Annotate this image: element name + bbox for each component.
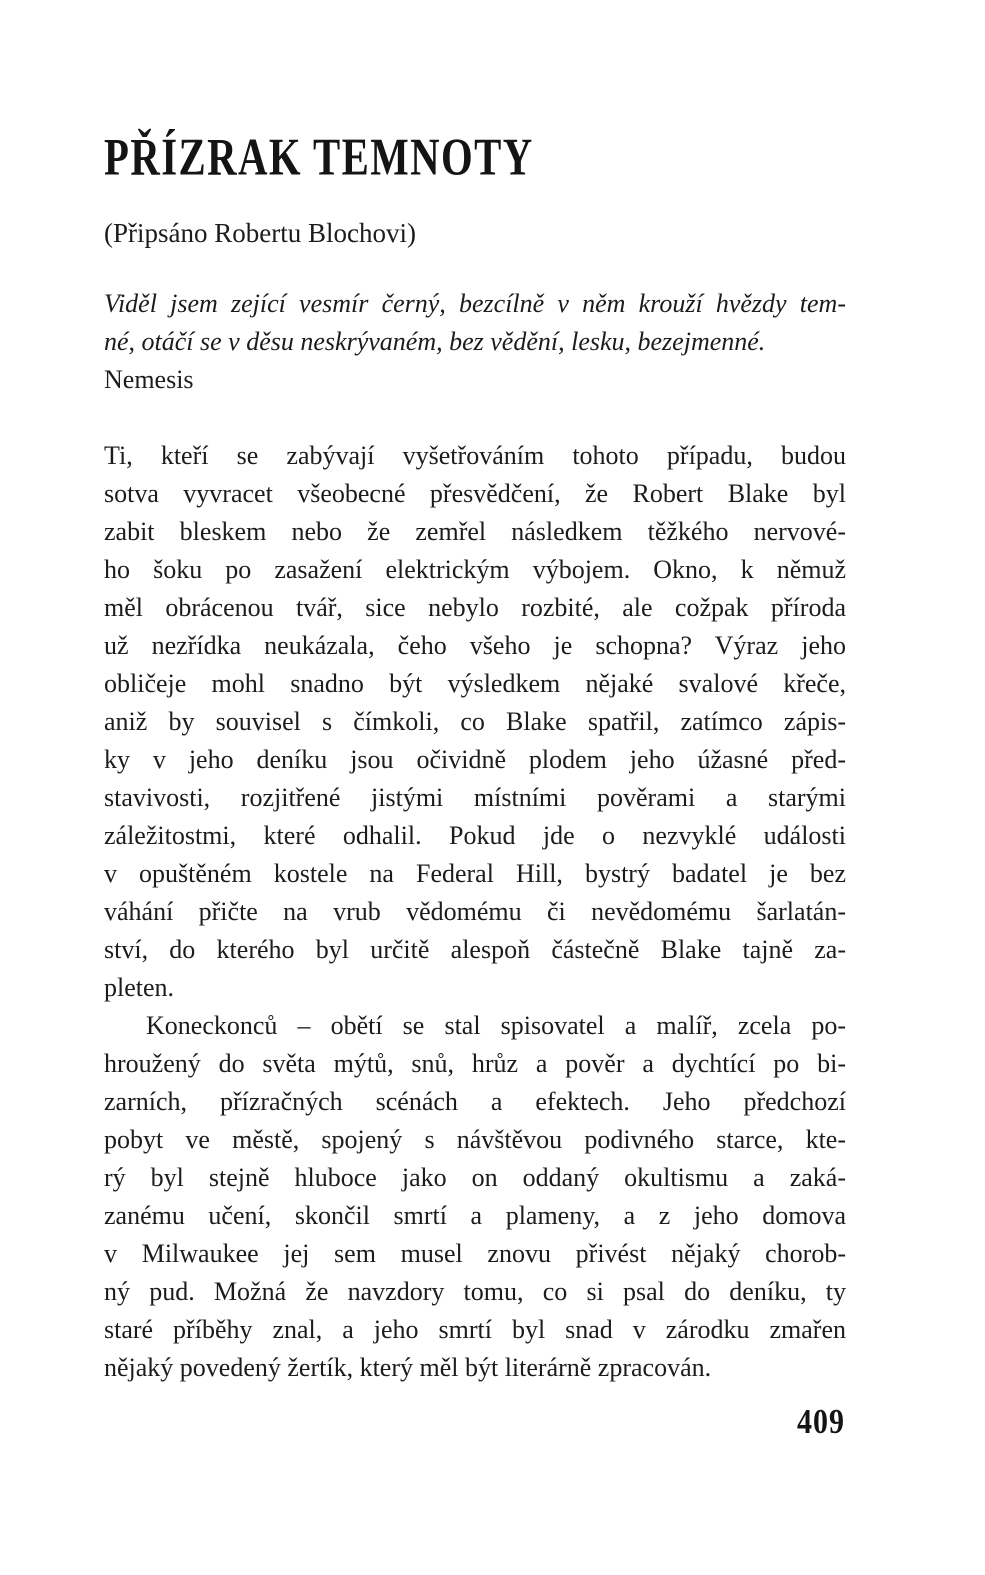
text-line: ho šoku po zasažení elektrickým výbojem. Okno, k němuž bbox=[104, 555, 846, 584]
body-text bbox=[104, 437, 846, 1387]
text-line: v opuštěném kostele na Federal Hill, bystrý badatel je bez bbox=[104, 859, 846, 888]
text-line: stavivosti, rozjitřené jistými místními pověrami a starými bbox=[104, 783, 846, 812]
text-line: aniž by souvisel s čímkoli, co Blake spatřil, zatímco zápis- bbox=[104, 707, 846, 736]
text-line: v Milwaukee jej sem musel znovu přivést nějaký chorob- bbox=[104, 1239, 846, 1268]
text-line: Ti, kteří se zabývají vyšetřováním tohoto případu, budou bbox=[104, 441, 846, 470]
epigraph-lines bbox=[104, 285, 846, 361]
epigraph-attribution: Nemesis bbox=[104, 365, 194, 394]
text-block bbox=[104, 0, 846, 1387]
text-line: váhání přičte na vrub vědomému či nevědomému šarlatán- bbox=[104, 897, 846, 926]
page-number: 409 bbox=[797, 1402, 845, 1441]
text-line: rý byl stejně hluboce jako on oddaný okultismu a zaká- bbox=[104, 1163, 846, 1192]
text-line: ný pud. Možná že navzdory tomu, co si psal do deníku, ty bbox=[104, 1277, 846, 1306]
text-line: staré příběhy znal, a jeho smrtí byl snad v zárodku zmařen bbox=[104, 1315, 846, 1344]
text-line: nějaký povedený žertík, který měl být literárně zpracován. bbox=[104, 1353, 712, 1382]
text-line: zarních, přízračných scénách a efektech. Jeho předchozí bbox=[104, 1087, 846, 1116]
text-line: ky v jeho deníku jsou očividně plodem jeho úžasné před- bbox=[104, 745, 846, 774]
text-line: Koneckonců – obětí se stal spisovatel a malíř, zcela po- bbox=[146, 1011, 846, 1040]
text-line: už nezřídka neukázala, čeho všeho je schopna? Výraz jeho bbox=[104, 631, 846, 660]
text-line: pleten. bbox=[104, 973, 175, 1002]
epigraph bbox=[104, 285, 846, 399]
text-line: záležitostmi, které odhalil. Pokud jde o nezvyklé události bbox=[104, 821, 846, 850]
dedication: (Připsáno Robertu Blochovi) bbox=[104, 218, 416, 248]
text-line: obličeje mohl snadno být výsledkem nějaké svalové křeče, bbox=[104, 669, 846, 698]
text-line: měl obrácenou tvář, sice nebylo rozbité, ale cožpak příroda bbox=[104, 593, 846, 622]
paragraph bbox=[104, 1007, 846, 1387]
paragraph bbox=[104, 437, 846, 1007]
text-line: ství, do kterého byl určitě alespoň částečně Blake tajně za- bbox=[104, 935, 846, 964]
text-line: pobyt ve městě, spojený s návštěvou podivného starce, kte- bbox=[104, 1125, 846, 1154]
text-line: zanému učení, skončil smrtí a plameny, a z jeho domova bbox=[104, 1201, 846, 1230]
text-line: Viděl jsem zející vesmír černý, bezcílně v něm krouží hvězdy tem- bbox=[104, 289, 846, 318]
text-line: hroužený do světa mýtů, snů, hrůz a pověr a dychtící po bi- bbox=[104, 1049, 846, 1078]
page-title: PŘÍZRAK TEMNOTY bbox=[104, 129, 534, 187]
text-line: zabit bleskem nebo že zemřel následkem těžkého nervové- bbox=[104, 517, 846, 546]
text-line: sotva vyvracet všeobecné přesvědčení, že Robert Blake byl bbox=[104, 479, 846, 508]
text-line: né, otáčí se v děsu neskrývaném, bez vědění, lesku, bezejmenné. bbox=[104, 327, 766, 356]
